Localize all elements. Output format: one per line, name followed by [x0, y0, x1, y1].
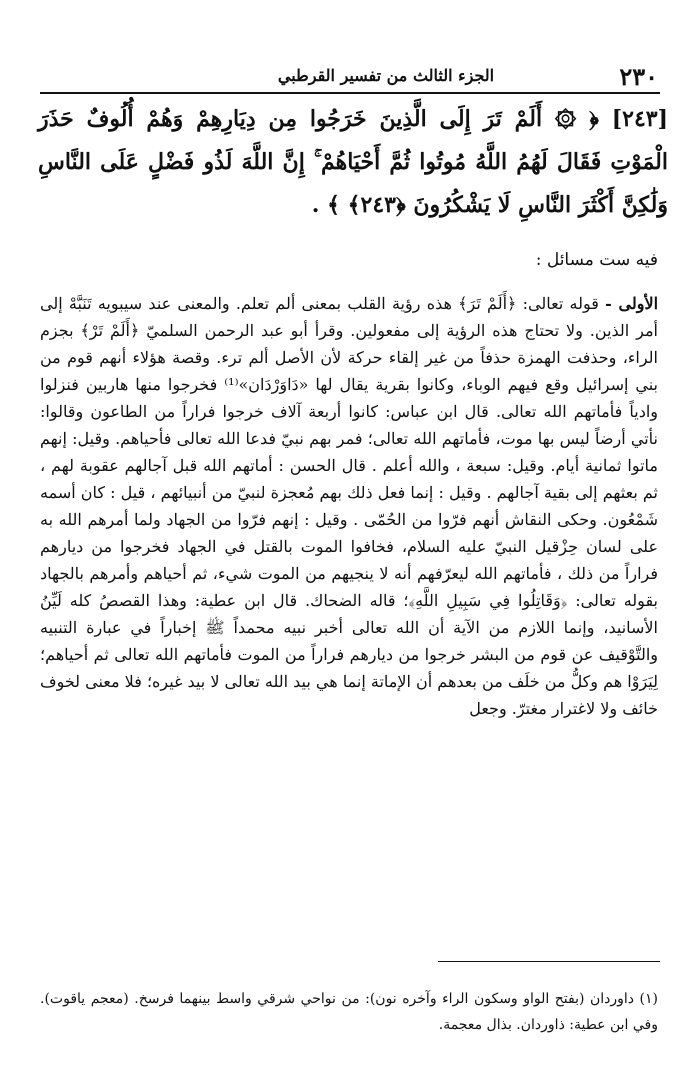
verse-text: ﴿ ۞ أَلَمْ تَرَ إِلَى الَّذِينَ خَرَجُوا مِن دِيَارِهِمْ وَهُمْ أُلُوفٌ حَذَرَ الْمَوْتِ فَقَالَ لَهُمُ اللَّهُ مُوتُوا ثُمَّ أَحْيَاهُمْ ۚ إِنَّ اللَّهَ لَذُو فَضْلٍ عَلَى النَّاسِ وَلَٰكِنَّ أَكْثَرَ النَّاسِ لَا يَشْكُرُونَ ﴿٢٤٣﴾ ﴾ .	[38, 106, 668, 218]
page-number: ٢٣٠	[619, 62, 658, 91]
issue-lead: الأولى -	[605, 294, 659, 313]
running-header: الجزء الثالث من تفسير القرطبي	[277, 66, 495, 85]
header-rule	[40, 92, 660, 94]
commentary-text: قوله تعالى: ﴿أَلَمْ تَرَ﴾ هذه رؤية القلب بمعنى ألم تعلم. والمعنى عند سيبويه تَنَبَّهْ إلى أمر الذين. ولا تحتاج هذه الرؤية إلى مفعولين. وقرأ أبو عبد الرحمن السلميّ ﴿أَلَمْ تَرْ﴾ بجزم الراء، وحذفت الهمزة حذفاً من غير إلقاء حركة لأن الأصل ألم ترء. وقصة هؤلاء أنهم قوم من بني إسرائيل وقع فيهم الوباء، وكانوا بقرية يقال لها «دَاوَرْدَان»⁽¹⁾ فخرجوا منها هاربين فنزلوا وادياً فأماتهم الله تعالى. قال ابن عباس: كانوا أربعة آلاف خرجوا فراراً من الطاعون وقالوا: نأتي أرضاً ليس بها موت، فأماتهم الله تعالى؛ فمر بهم نبيّ فدعا الله تعالى فأحياهم. وقيل: إنهم ماتوا ثمانية أيام. وقيل: سبعة ، والله أعلم . قال الحسن : أماتهم الله قبل آجالهم عقوبة لهم ، ثم بعثهم إلى بقية آجالهم . وقيل : إنما فعل ذلك بهم مُعجزة لنبيّ من أنبيائهم ، قيل : كان أسمه شَمْعُون. وحكى النقاش أنهم فرّوا من الحُمّى . وقيل : إنهم فرّوا من الجهاد ولما أمرهم الله به على لسان حِزْقيل النبيّ عليه السلام، فخافوا الموت بالقتل في الجهاد فخرجوا من ديارهم فراراً من ذلك ، فأماتهم الله ليعرّفهم أنه لا ينجيهم من الموت شيء، ثم أحياهم وأمرهم بالجهاد بقوله تعالى: ﴿وَقَاتِلُوا فِي سَبِيلِ اللَّهِ﴾؛ قاله الضحاك. قال ابن عطية: وهذا القصصُ كله لَيِّنُ الأسانيد، وإنما اللازم من الآية أن الله تعالى أخبر نبيه محمداً ﷺ إخباراً في عبارة التنبيه والتَّوْقيف عن قوم من البشر خرجوا من ديارهم فراراً من الموت فأماتهم الله تعالى ثم أحياهم؛ لِيَرَوْا هم وكلُّ من خلَف من بعدهم أن الإماتة إنما هي بيد الله تعالى لا بيد غيره؛ فلا معنى لخوف خائف ولا لاغترار مغترّ. وجعل	[40, 294, 659, 718]
commentary-paragraph	[40, 290, 658, 722]
quran-verse	[38, 98, 668, 227]
commentary-body	[40, 290, 658, 722]
verse-number: [٢٤٣]	[611, 106, 668, 132]
issues-intro: فيه ست مسائل :	[535, 250, 658, 270]
footnote-rule	[438, 961, 660, 962]
footnote: (١) داوردان (بفتح الواو وسكون الراء وآخره نون): من نواحي شرقي واسط بينهما فرسخ. (معجم ياقوت). وفي ابن عطية: ذاوردان. بذال معجمة.	[40, 991, 658, 1033]
